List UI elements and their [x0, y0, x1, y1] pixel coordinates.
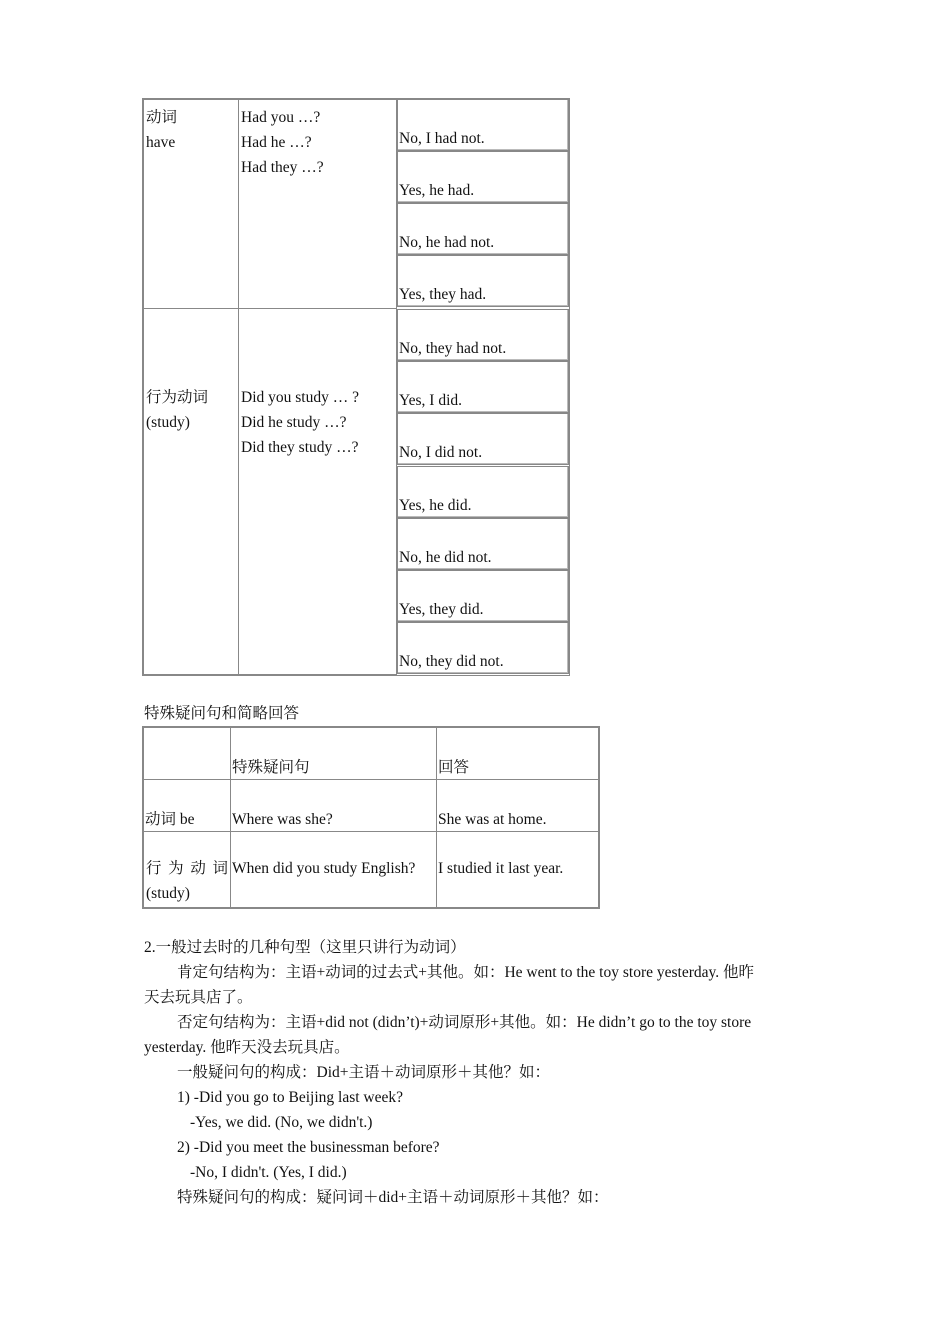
category-label: 动词 — [146, 109, 178, 126]
section-heading: 2.一般过去时的几种句型（这里只讲行为动词） — [144, 939, 466, 956]
answer-text: No, I had not. — [399, 130, 485, 147]
question-text: Did he study …? — [241, 414, 347, 431]
category-label: have — [146, 134, 176, 151]
table-header-cell: 特殊疑问句 — [230, 727, 437, 780]
table-cell: 动词 be — [143, 779, 231, 832]
table-cell: Where was she? — [230, 779, 437, 832]
question-text: Had he …? — [241, 134, 312, 151]
answer-cell — [397, 99, 569, 151]
answer-text: Yes, they had. — [399, 286, 487, 303]
answer-text: Yes, they did. — [399, 601, 484, 618]
paragraph-wh-question: 特殊疑问句的构成：疑问词＋did+主语＋动词原形＋其他？如： — [177, 1189, 609, 1206]
question-text: Did they study …? — [241, 439, 359, 456]
answer-text: No, they had not. — [399, 340, 507, 357]
category-cell-study — [143, 308, 239, 675]
answer-text: No, he did not. — [399, 549, 492, 566]
category-cell-have — [143, 99, 239, 309]
table-header-cell — [143, 727, 231, 780]
table-cell: She was at home. — [436, 779, 599, 832]
answer-cell — [397, 151, 569, 203]
paragraph-negative: 否定句结构为：主语+did not (didn’t)+动词原形+其他。如：He didn’t go to the toy store — [177, 1014, 752, 1031]
question-text: Had you …? — [241, 109, 321, 126]
example-1-question: 1) -Did you go to Beijing last week? — [177, 1089, 403, 1106]
question-cell-study — [238, 308, 397, 675]
answer-cell — [397, 203, 569, 255]
answer-text: No, he had not. — [399, 234, 495, 251]
example-2-answer: -No, I didn't. (Yes, I did.) — [190, 1164, 347, 1181]
answer-text: Yes, he did. — [399, 497, 472, 514]
paragraph-negative-cont: yesterday. 他昨天没去玩具店。 — [144, 1039, 350, 1056]
question-cell-have — [238, 99, 397, 309]
question-text: Had they …? — [241, 159, 324, 176]
table-cell: I studied it last year. — [436, 831, 599, 908]
answer-cell — [397, 622, 569, 674]
paragraph-affirmative: 肯定句结构为：主语+动词的过去式+其他。如：He went to the toy store yesterday. 他昨 — [177, 964, 754, 981]
answer-text: No, they did not. — [399, 653, 504, 670]
example-1-answer: -Yes, we did. (No, we didn't.) — [190, 1114, 373, 1131]
answer-cell — [397, 361, 569, 413]
answer-text: No, I did not. — [399, 444, 483, 461]
table-header-cell: 回答 — [436, 727, 599, 780]
category-label: (study) — [146, 414, 190, 431]
category-label: 行 为 动 词 (study) — [146, 860, 228, 902]
answer-cell — [397, 466, 569, 518]
answer-cell — [397, 570, 569, 622]
answer-cell — [397, 255, 569, 307]
answer-cell — [397, 309, 569, 361]
section-title: 特殊疑问句和简略回答 — [144, 705, 300, 722]
example-2-question: 2) -Did you meet the businessman before? — [177, 1139, 440, 1156]
paragraph-yes-no-question: 一般疑问句的构成：Did+主语＋动词原形＋其他？如： — [177, 1064, 550, 1081]
answer-text: Yes, I did. — [399, 392, 463, 409]
paragraph-affirmative-cont: 天去玩具店了。 — [144, 989, 253, 1006]
table-cell: When did you study English? — [230, 831, 437, 908]
answer-cell — [397, 518, 569, 570]
answer-text: Yes, he had. — [399, 182, 475, 199]
answer-cell — [397, 413, 569, 465]
wh-question-table — [142, 726, 600, 909]
category-label: 行为动词 — [146, 389, 209, 406]
question-text: Did you study … ? — [241, 389, 359, 406]
table-cell — [143, 831, 231, 908]
